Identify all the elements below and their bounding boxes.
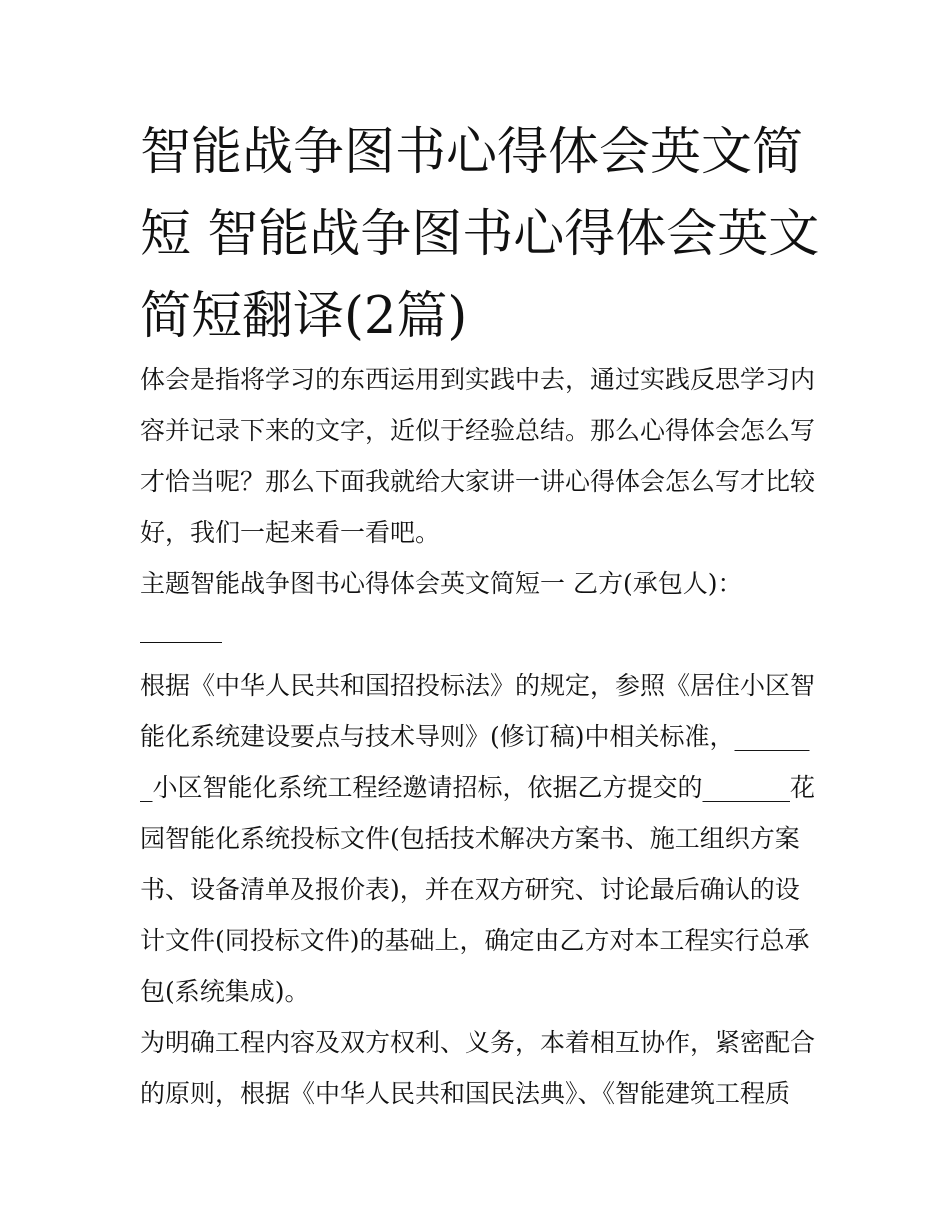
paragraph-purpose: 为明确工程内容及双方权利、义务，本着相互协作，紧密配合的原则，根据《中华人民共和国民法典》、《智能建筑工程质 xyxy=(140,1028,816,1108)
blank-underline xyxy=(140,628,222,643)
paragraph-blank xyxy=(140,609,816,660)
paragraph-basis: 根据《中华人民共和国招投标法》的规定，参照《居住小区智能化系统建设要点与技术导则》(修订稿)中相关标准，_______小区智能化系统工程经邀请招标，依据乙方提交的_______花园智能化系统投标文件(包括技术解决方案书、施工组织方案书、设备清单及报价表)，并在双方研究、讨论最后确认的设计文件(同投标文件)的基础上，确定由乙方对本工程实行总承包(系统集成)。 xyxy=(140,671,816,1006)
document-title: 智能战争图书心得体会英文简短 智能战争图书心得体会英文简短翻译(2篇) xyxy=(140,123,820,346)
paragraph-intro: 体会是指将学习的东西运用到实践中去，通过实践反思学习内容并记录下来的文字，近似于经验总结。那么心得体会怎么写才恰当呢？那么下面我就给大家讲一讲心得体会怎么写才比较好，我们一起来看一看吧。 xyxy=(140,365,816,547)
paragraph-topic: 主题智能战争图书心得体会英文简短一 乙方(承包人)： xyxy=(140,569,743,598)
document-body xyxy=(140,354,816,1119)
